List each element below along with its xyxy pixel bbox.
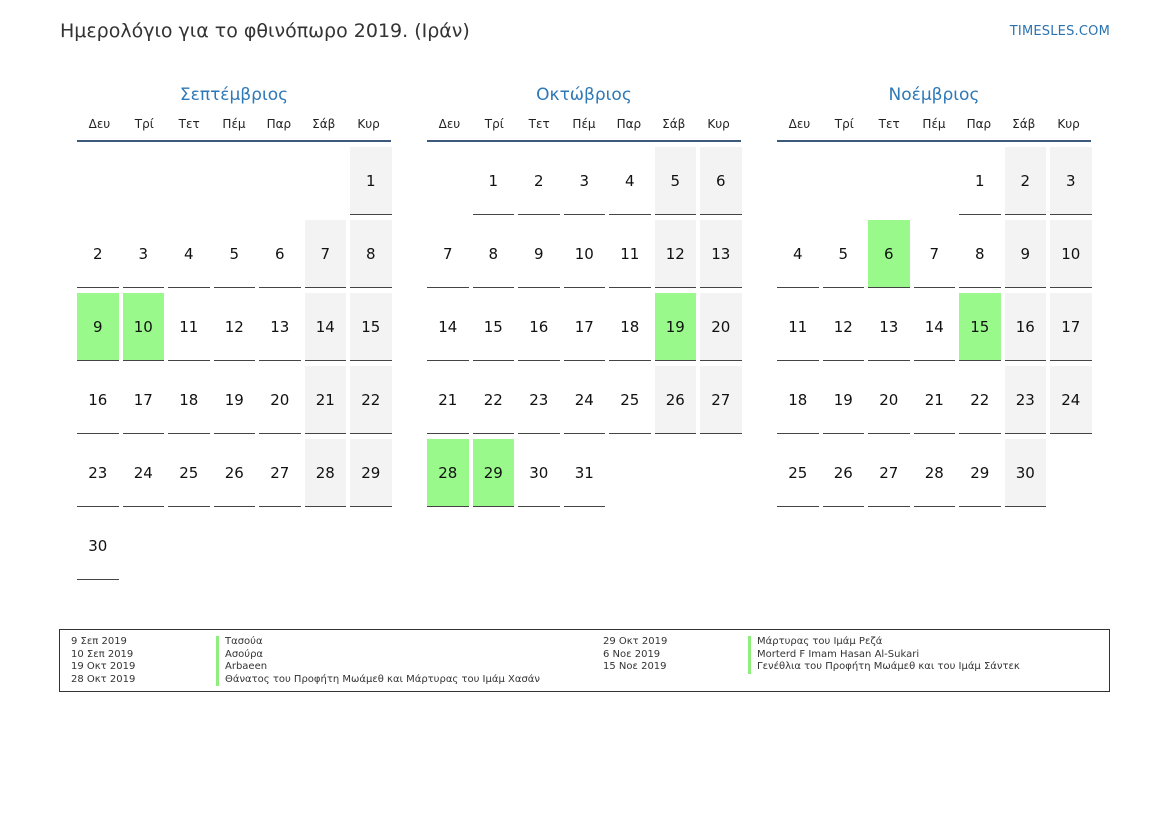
weekend-day-cell: 2 bbox=[1005, 147, 1047, 215]
day-cell: 24 bbox=[564, 366, 606, 434]
day-cell: 6 bbox=[259, 220, 301, 288]
weekday-label: Πέμ bbox=[222, 117, 246, 131]
day-cell: 16 bbox=[77, 366, 119, 434]
legend-holiday-name: Θάνατος του Προφήτη Μωάμεθ και Μάρτυρας του Ιμάμ Χασάν bbox=[216, 674, 540, 687]
day-cell: 12 bbox=[823, 293, 865, 361]
month-title: Σεπτέμβριος bbox=[179, 85, 289, 105]
legend-column-left bbox=[71, 636, 540, 686]
month-calendar-september bbox=[77, 84, 391, 580]
weekday-label: Τρί bbox=[484, 117, 504, 131]
legend-column-right bbox=[603, 636, 1020, 674]
weekday-label: Τρί bbox=[834, 117, 854, 131]
holiday-day-cell: 6 bbox=[868, 220, 910, 288]
weekday-label: Παρ bbox=[616, 117, 642, 131]
weekend-day-cell: 6 bbox=[700, 147, 742, 215]
legend-holiday-name: Ασούρα bbox=[216, 649, 263, 662]
holiday-day-cell: 19 bbox=[655, 293, 697, 361]
day-cell: 23 bbox=[518, 366, 560, 434]
holiday-day-cell: 29 bbox=[473, 439, 515, 507]
day-cell: 8 bbox=[959, 220, 1001, 288]
day-grid bbox=[777, 147, 1091, 507]
empty-cell bbox=[427, 147, 469, 215]
day-cell: 20 bbox=[868, 366, 910, 434]
legend-holiday-name: Morterd F Imam Hasan Al-Sukari bbox=[748, 649, 919, 662]
legend-date: 6 Νοε 2019 bbox=[603, 648, 661, 660]
legend-item bbox=[603, 636, 1020, 649]
day-cell: 31 bbox=[564, 439, 606, 507]
day-cell: 3 bbox=[564, 147, 606, 215]
weekday-label: Δευ bbox=[88, 117, 111, 131]
day-cell: 4 bbox=[168, 220, 210, 288]
weekday-label: Παρ bbox=[966, 117, 992, 131]
day-cell: 13 bbox=[259, 293, 301, 361]
day-cell: 2 bbox=[518, 147, 560, 215]
day-cell: 11 bbox=[168, 293, 210, 361]
day-cell: 12 bbox=[214, 293, 256, 361]
day-cell: 4 bbox=[609, 147, 651, 215]
day-cell: 26 bbox=[823, 439, 865, 507]
day-cell: 21 bbox=[914, 366, 956, 434]
day-cell: 26 bbox=[214, 439, 256, 507]
weekday-label: Πέμ bbox=[572, 117, 596, 131]
weekend-day-cell: 20 bbox=[700, 293, 742, 361]
empty-cell bbox=[868, 147, 910, 215]
empty-cell bbox=[168, 147, 210, 215]
legend-item bbox=[71, 649, 540, 662]
empty-cell bbox=[305, 147, 347, 215]
day-cell: 22 bbox=[473, 366, 515, 434]
holiday-day-cell: 28 bbox=[427, 439, 469, 507]
legend-date: 10 Σεπ 2019 bbox=[71, 648, 134, 660]
month-title: Νοέμβριος bbox=[888, 85, 980, 105]
weekend-day-cell: 7 bbox=[305, 220, 347, 288]
weekend-day-cell: 13 bbox=[700, 220, 742, 288]
empty-cell bbox=[214, 147, 256, 215]
legend-item bbox=[71, 661, 540, 674]
day-cell: 20 bbox=[259, 366, 301, 434]
weekend-day-cell: 17 bbox=[1050, 293, 1092, 361]
weekday-label: Κυρ bbox=[707, 117, 730, 131]
weekend-day-cell: 22 bbox=[350, 366, 392, 434]
day-cell: 9 bbox=[518, 220, 560, 288]
weekday-header bbox=[77, 108, 391, 142]
day-cell: 18 bbox=[609, 293, 651, 361]
day-cell: 3 bbox=[123, 220, 165, 288]
day-cell: 5 bbox=[214, 220, 256, 288]
weekend-day-cell: 1 bbox=[350, 147, 392, 215]
day-cell: 27 bbox=[259, 439, 301, 507]
weekday-header bbox=[427, 108, 741, 142]
weekday-label: Πέμ bbox=[922, 117, 946, 131]
weekend-day-cell: 5 bbox=[655, 147, 697, 215]
month-calendar-november bbox=[777, 84, 1091, 507]
day-cell: 27 bbox=[868, 439, 910, 507]
weekend-day-cell: 8 bbox=[350, 220, 392, 288]
day-cell: 17 bbox=[564, 293, 606, 361]
day-cell: 16 bbox=[518, 293, 560, 361]
site-link[interactable]: TIMESLES.COM bbox=[1009, 24, 1110, 39]
weekday-label: Τετ bbox=[178, 117, 200, 131]
legend-date: 15 Νοε 2019 bbox=[603, 661, 667, 672]
day-cell: 29 bbox=[959, 439, 1001, 507]
weekend-day-cell: 23 bbox=[1005, 366, 1047, 434]
legend-holiday-name: Arbaeen bbox=[216, 661, 267, 674]
day-cell: 18 bbox=[168, 366, 210, 434]
legend-date: 29 Οκτ 2019 bbox=[603, 636, 668, 647]
day-cell: 14 bbox=[427, 293, 469, 361]
day-cell: 19 bbox=[823, 366, 865, 434]
day-cell: 30 bbox=[518, 439, 560, 507]
legend-date: 19 Οκτ 2019 bbox=[71, 661, 136, 672]
day-grid bbox=[77, 147, 391, 580]
weekend-day-cell: 30 bbox=[1005, 439, 1047, 507]
weekend-day-cell: 29 bbox=[350, 439, 392, 507]
weekend-day-cell: 3 bbox=[1050, 147, 1092, 215]
day-cell: 21 bbox=[427, 366, 469, 434]
weekend-day-cell: 27 bbox=[700, 366, 742, 434]
weekend-day-cell: 28 bbox=[305, 439, 347, 507]
legend-item bbox=[71, 674, 540, 687]
legend-holiday-name: Τασούα bbox=[216, 636, 263, 649]
month-calendar-october bbox=[427, 84, 741, 507]
weekend-day-cell: 16 bbox=[1005, 293, 1047, 361]
weekday-label: Τετ bbox=[528, 117, 550, 131]
weekend-day-cell: 21 bbox=[305, 366, 347, 434]
weekend-day-cell: 15 bbox=[350, 293, 392, 361]
weekday-label: Σάβ bbox=[662, 117, 686, 131]
empty-cell bbox=[77, 147, 119, 215]
day-cell: 4 bbox=[777, 220, 819, 288]
weekday-label: Κυρ bbox=[1057, 117, 1080, 131]
empty-cell bbox=[259, 147, 301, 215]
day-cell: 1 bbox=[959, 147, 1001, 215]
legend-item bbox=[603, 661, 1020, 674]
day-cell: 14 bbox=[914, 293, 956, 361]
day-cell: 5 bbox=[823, 220, 865, 288]
day-cell: 19 bbox=[214, 366, 256, 434]
holiday-day-cell: 9 bbox=[77, 293, 119, 361]
page-title: Ημερολόγιο για το φθινόπωρο 2019. (Ιράν) bbox=[60, 20, 470, 42]
weekday-label: Δευ bbox=[438, 117, 461, 131]
day-cell: 23 bbox=[77, 439, 119, 507]
day-grid bbox=[427, 147, 741, 507]
weekend-day-cell: 9 bbox=[1005, 220, 1047, 288]
holiday-legend bbox=[59, 629, 1110, 692]
day-cell: 25 bbox=[168, 439, 210, 507]
weekday-label: Σάβ bbox=[1012, 117, 1036, 131]
day-cell: 11 bbox=[609, 220, 651, 288]
weekday-label: Τετ bbox=[878, 117, 900, 131]
day-cell: 22 bbox=[959, 366, 1001, 434]
day-cell: 10 bbox=[564, 220, 606, 288]
weekend-day-cell: 12 bbox=[655, 220, 697, 288]
day-cell: 18 bbox=[777, 366, 819, 434]
empty-cell bbox=[777, 147, 819, 215]
legend-item bbox=[71, 636, 540, 649]
weekday-label: Δευ bbox=[788, 117, 811, 131]
weekday-label: Τρί bbox=[134, 117, 154, 131]
legend-holiday-name: Γενέθλια του Προφήτη Μωάμεθ και του Ιμάμ Σάντεκ bbox=[748, 661, 1020, 674]
legend-holiday-name: Μάρτυρας του Ιμάμ Ρεζά bbox=[748, 636, 882, 649]
weekday-header bbox=[777, 108, 1091, 142]
month-title: Οκτώβριος bbox=[536, 85, 632, 105]
weekend-day-cell: 26 bbox=[655, 366, 697, 434]
day-cell: 8 bbox=[473, 220, 515, 288]
legend-date: 28 Οκτ 2019 bbox=[71, 673, 136, 685]
day-cell: 24 bbox=[123, 439, 165, 507]
weekend-day-cell: 24 bbox=[1050, 366, 1092, 434]
empty-cell bbox=[123, 147, 165, 215]
holiday-day-cell: 15 bbox=[959, 293, 1001, 361]
day-cell: 17 bbox=[123, 366, 165, 434]
day-cell: 11 bbox=[777, 293, 819, 361]
weekday-label: Κυρ bbox=[357, 117, 380, 131]
day-cell: 13 bbox=[868, 293, 910, 361]
day-cell: 7 bbox=[914, 220, 956, 288]
day-cell: 7 bbox=[427, 220, 469, 288]
weekday-label: Παρ bbox=[266, 117, 292, 131]
empty-cell bbox=[914, 147, 956, 215]
day-cell: 25 bbox=[777, 439, 819, 507]
day-cell: 25 bbox=[609, 366, 651, 434]
empty-cell bbox=[823, 147, 865, 215]
legend-date: 9 Σεπ 2019 bbox=[71, 636, 127, 647]
day-cell: 28 bbox=[914, 439, 956, 507]
day-cell: 15 bbox=[473, 293, 515, 361]
weekend-day-cell: 10 bbox=[1050, 220, 1092, 288]
legend-item bbox=[603, 649, 1020, 662]
holiday-day-cell: 10 bbox=[123, 293, 165, 361]
day-cell: 30 bbox=[77, 512, 119, 580]
day-cell: 1 bbox=[473, 147, 515, 215]
weekday-label: Σάβ bbox=[312, 117, 336, 131]
weekend-day-cell: 14 bbox=[305, 293, 347, 361]
day-cell: 2 bbox=[77, 220, 119, 288]
